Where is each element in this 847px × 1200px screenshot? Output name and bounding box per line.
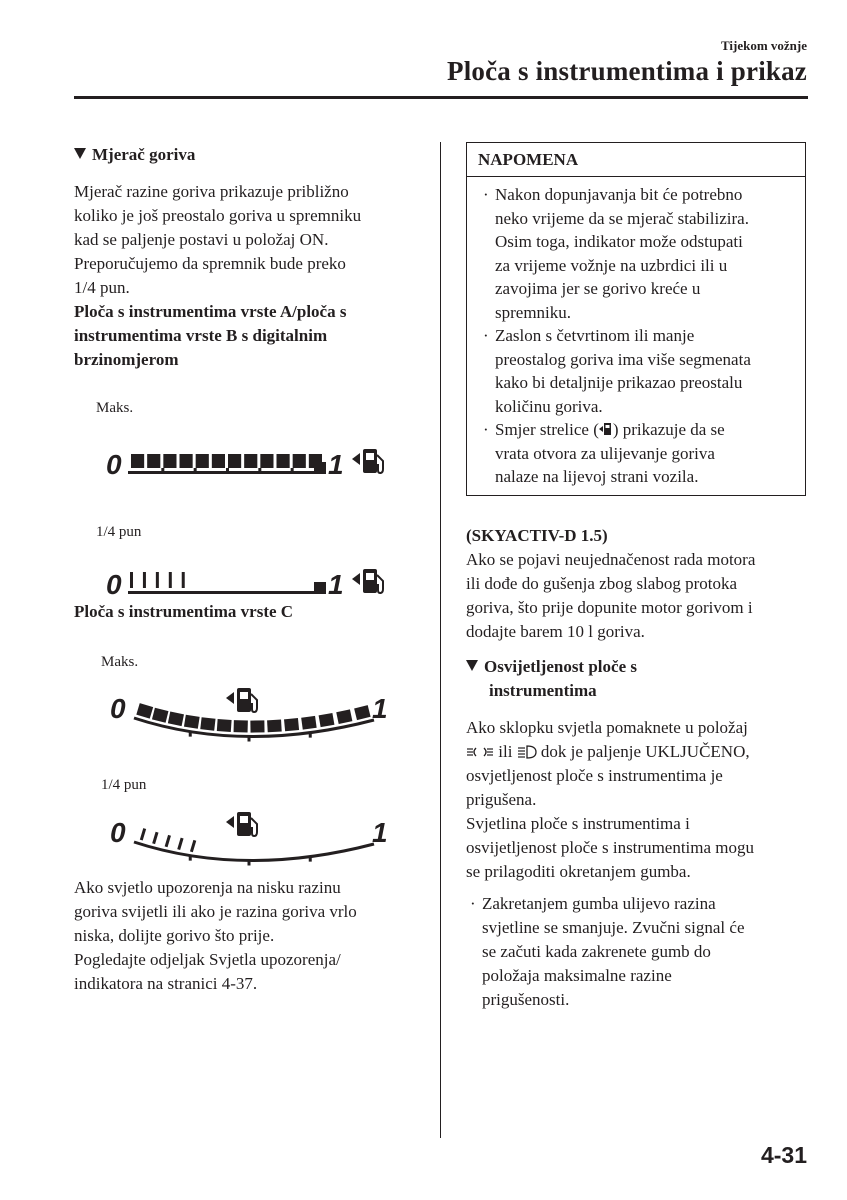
gauge-segment	[196, 454, 209, 468]
gauge-segment	[277, 454, 290, 468]
gauge-segment	[200, 717, 215, 730]
gauge-segment	[143, 572, 146, 588]
fuel-gauge-c-max	[104, 684, 404, 754]
brightness-bullet-list	[466, 892, 806, 1012]
gauge-segment	[190, 840, 196, 852]
column-divider	[440, 142, 441, 1138]
section-label: Tijekom vožnje	[720, 38, 807, 53]
page-number: 4-31	[760, 1142, 807, 1168]
illumination-heading: Osvijetljenost ploče s instrumentima	[466, 655, 806, 703]
fuel-gauge-ab-max	[100, 438, 410, 488]
gauge-full-marker	[314, 462, 326, 472]
parking-lights-icon	[466, 745, 494, 759]
bullet-dot: ·	[483, 420, 489, 439]
bullet-dot: ·	[483, 326, 489, 345]
skyactiv-section: (SKYACTIV-D 1.5) Ako se pojavi neujednačenost rada motora ili dođe do gušenja zbog slabog protoka goriva, što prije dopunite motor gorivom i dodajte barem 10 l goriva.	[466, 526, 756, 641]
gauge-segment	[182, 572, 185, 588]
gauge-zero-label: 0	[110, 693, 126, 724]
triangle-bullet-icon	[466, 660, 478, 671]
gauge-one-label: 1	[328, 569, 344, 600]
gauge-segment	[217, 719, 232, 732]
gauge-segment	[147, 454, 160, 468]
fuel-gauge-heading: Mjerač goriva	[74, 143, 414, 167]
gauge-segment	[319, 713, 335, 727]
gauge-zero-label: 0	[110, 817, 126, 848]
gauge-one-label: 1	[372, 693, 388, 724]
fuel-gauge-c-quarter	[104, 808, 404, 878]
type-c-heading: Ploča s instrumentima vrste C	[74, 602, 294, 621]
headlights-icon	[517, 745, 537, 759]
gauge-segment	[180, 454, 193, 468]
gauge-full-marker	[314, 582, 326, 592]
gauge-c-quarter-label: 1/4 pun	[101, 777, 147, 793]
gauge-segment	[168, 712, 184, 727]
gauge-segment	[177, 838, 183, 850]
gauge-segment	[184, 715, 200, 729]
title-rule	[74, 96, 808, 99]
gauge-segment	[234, 720, 248, 732]
gauge-ab-max-label: Maks.	[96, 400, 134, 416]
page-title: Ploča s instrumentima i prikaz	[447, 56, 807, 86]
fuel-pump-arrow-icon	[226, 688, 257, 712]
fuel-pump-arrow-icon	[599, 421, 613, 437]
gauge-segment	[130, 572, 133, 588]
note-item: · Nakon dopunjavanja bit će potrebno neko vrijeme da se mjerač stabilizira. Osim toga, indikator može odstupati za vrijeme vožnje na uzbrdici ili u zavojima jer se gorivo kreće u spremniku.	[483, 185, 749, 322]
gauge-zero-label: 0	[106, 569, 122, 600]
gauge-segment	[136, 703, 153, 719]
note-heading: NAPOMENA	[467, 143, 805, 177]
triangle-bullet-icon	[74, 148, 86, 159]
gauge-segment	[163, 454, 176, 468]
gauge-ab-quarter-label: 1/4 pun	[96, 524, 142, 540]
gauge-c-max-label: Maks.	[101, 654, 139, 670]
gauge-segment	[250, 720, 264, 732]
gauge-one-label: 1	[372, 817, 388, 848]
gauge-zero-label: 0	[106, 449, 122, 480]
bullet-dot: ·	[483, 185, 489, 204]
bullet-dot: ·	[470, 894, 476, 913]
gauge-segment	[131, 454, 144, 468]
gauge-segment	[354, 705, 370, 720]
gauge-segment	[152, 708, 168, 723]
gauge-segment	[169, 572, 172, 588]
gauge-segment	[293, 454, 306, 468]
low-fuel-warning-text: Ako svjetlo upozorenja na nisku razinu goriva svijetli ili ako je razina goriva vrlo niska, dolijte gorivo što prije. Pogledajte odjeljak Svjetla upozorenja/ indikatora na stranici 4-37.	[74, 878, 357, 993]
gauge-segment	[244, 454, 257, 468]
gauge-one-label: 1	[328, 449, 344, 480]
gauge-segment	[140, 828, 146, 840]
illumination-text: Ako sklopku svjetla pomaknete u položaj ili dok je paljenje UKLJUČENO, osvjetljenost ploče s instrumentima je prigušena. Svjetlina ploče s instrumentima i osvijetljenost ploče s instrumentima mogu se prilagoditi okretanjem gumba.	[466, 718, 755, 881]
gauge-segment	[336, 709, 352, 724]
fuel-pump-arrow-icon	[352, 449, 383, 473]
note-item: · Smjer strelice ( ) prikazuje da se vrata otvora za ulijevanje goriva nalaze na lijevoj strani vozila.	[483, 420, 725, 486]
gauge-segment	[152, 832, 158, 844]
gauge-segment	[212, 454, 225, 468]
gauge-segment	[284, 718, 299, 731]
gauge-segment	[165, 835, 171, 847]
note-box	[466, 142, 806, 496]
gauge-segment	[260, 454, 273, 468]
gauge-segment	[228, 454, 241, 468]
fuel-gauge-intro: Mjerač razine goriva prikazuje približno koliko je još preostalo goriva u spremniku kad se paljenje postavi u položaj ON. Preporučujemo da spremnik bude preko 1/4 pun. Ploča s instrumentima vrste A/ploča s instrumentima vrste B s digitalnim brzinomjerom	[74, 182, 362, 369]
list-item: · Zakretanjem gumba ulijevo razina svjetline se smanjuje. Zvučni signal će se začuti kada zakrenete gumb do položaja maksimalne razine prigušenosti.	[470, 894, 745, 1009]
fuel-pump-arrow-icon	[352, 569, 383, 593]
gauge-segment	[267, 720, 282, 733]
gauge-segment	[301, 716, 316, 730]
gauge-segment	[156, 572, 159, 588]
note-item: · Zaslon s četvrtinom ili manje preostalog goriva ima više segmenata kako bi detaljnije prikazao preostalu količinu goriva.	[483, 326, 751, 416]
fuel-pump-arrow-icon	[226, 812, 257, 836]
